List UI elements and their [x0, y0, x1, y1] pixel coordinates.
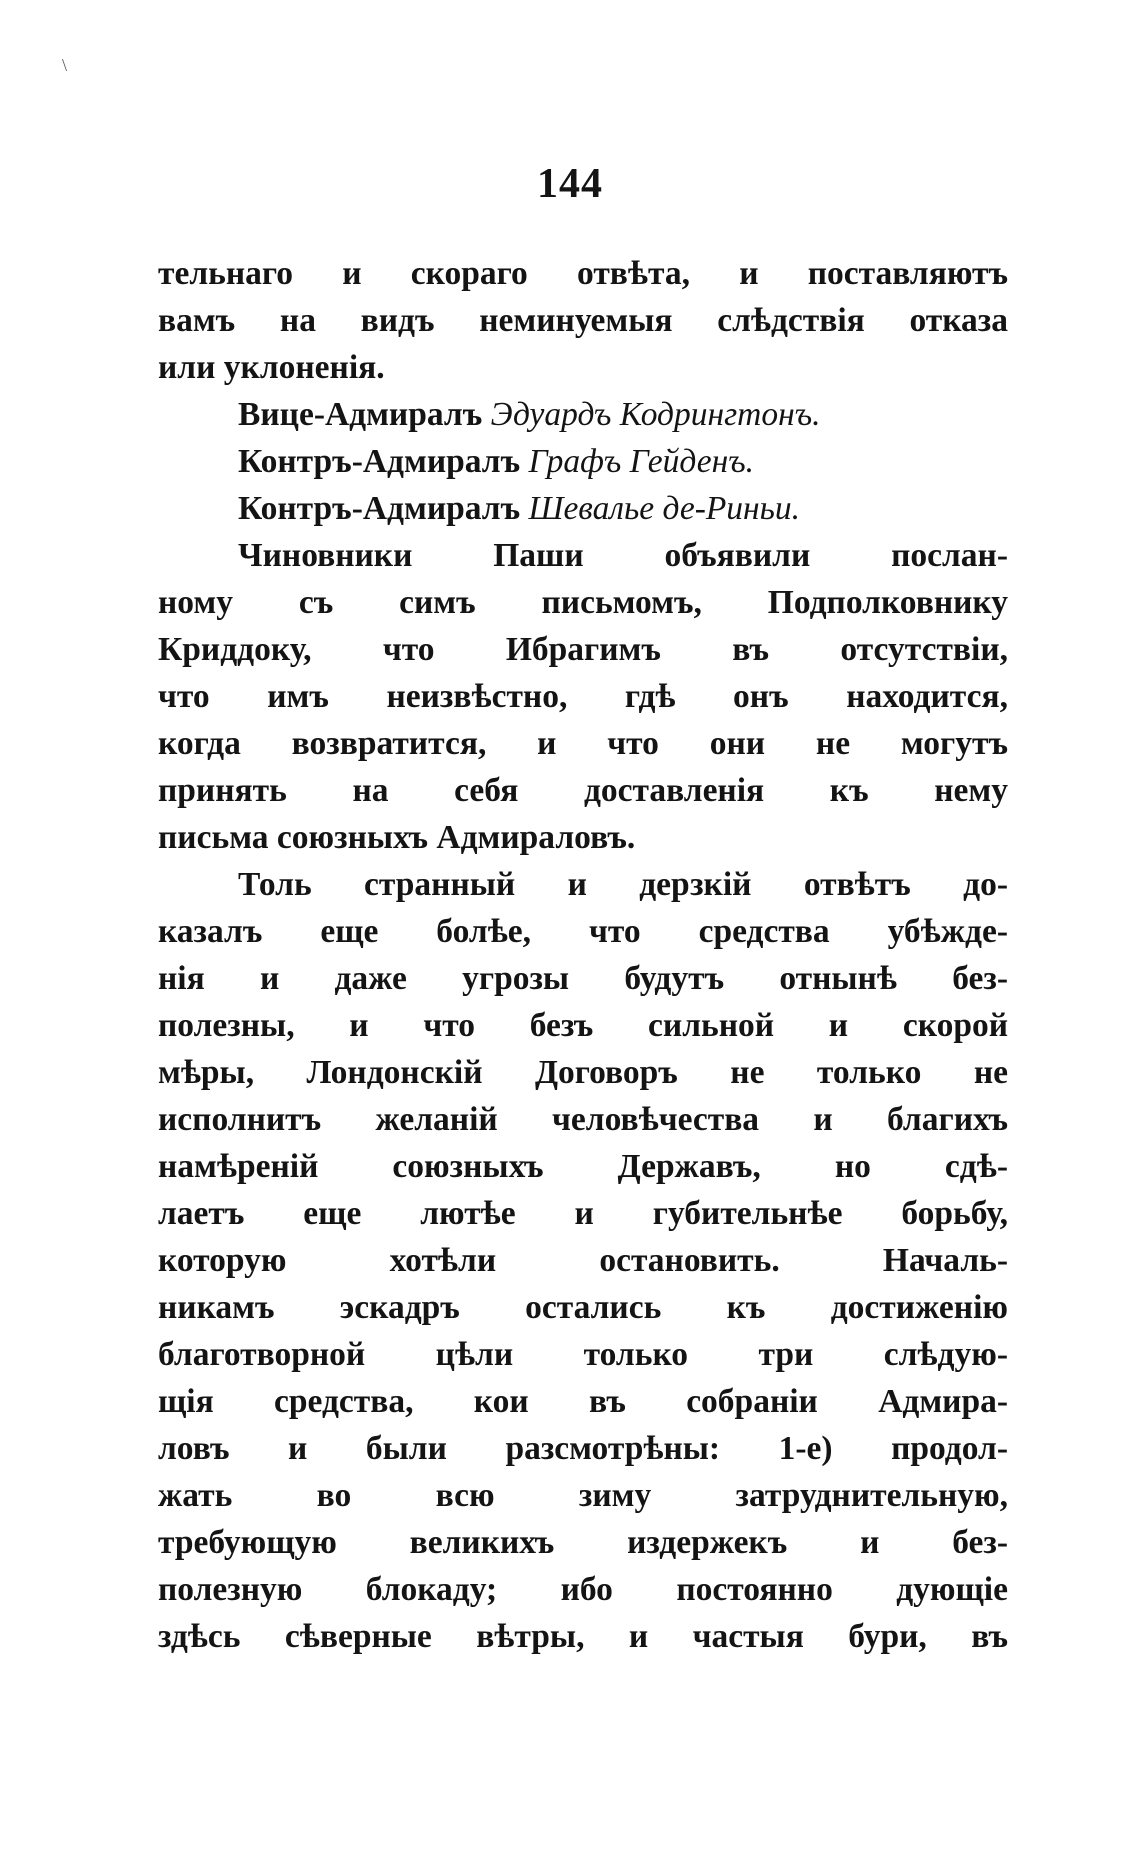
signature-title: Контръ-Адмиралъ: [238, 490, 521, 527]
text-line: вамъ на видъ неминуемыя слѣдствія отказа: [158, 302, 1008, 339]
text-line: жать во всю зиму затруднительную,: [158, 1477, 1008, 1514]
signature-heyden: [158, 438, 1008, 485]
text-line: ному съ симъ письмомъ, Подполковнику: [158, 584, 1008, 621]
text-line: никамъ эскадръ остались къ достиженію: [158, 1289, 1008, 1326]
margin-mark: \: [62, 55, 68, 75]
signature-name: Шевалье де-Риньи.: [528, 490, 801, 527]
signature-title: Контръ-Адмиралъ: [238, 443, 521, 480]
text-line: мѣры, Лондонскій Договоръ не только не: [158, 1054, 1008, 1091]
text-line: намѣреній союзныхъ Державъ, но сдѣ-: [158, 1148, 1008, 1185]
text-line: Толь странный и дерзкій отвѣтъ до-: [238, 866, 1008, 903]
text-line: Чиновники Паши объявили послан-: [238, 537, 1008, 574]
signature-rigny: [158, 485, 1008, 532]
text-line: исполнитъ желаній человѣчества и благихъ: [158, 1101, 1008, 1138]
text-line: полезны, и что безъ сильной и скорой: [158, 1007, 1008, 1044]
text-line: требующую великихъ издержекъ и без-: [158, 1524, 1008, 1561]
signature-title: Вице-Адмиралъ: [238, 396, 483, 433]
text-line: которую хотѣли остановить. Началь-: [158, 1242, 1008, 1279]
text-line: принять на себя доставленія къ нему: [158, 772, 1008, 809]
text-line: когда возвратится, и что они не могутъ: [158, 725, 1008, 762]
text-line: казалъ еще болѣе, что средства убѣжде-: [158, 913, 1008, 950]
text-line: или уклоненія.: [158, 349, 385, 386]
signature-codrington: [158, 391, 1008, 438]
page-number: 144: [537, 161, 603, 207]
text-line: Криддоку, что Ибрагимъ въ отсутствіи,: [158, 631, 1008, 668]
text-line: полезную блокаду; ибо постоянно дующіе: [158, 1571, 1008, 1608]
text-line: нія и даже угрозы будутъ отнынѣ без-: [158, 960, 1008, 997]
text-line: здѣсь сѣверные вѣтры, и частыя бури, въ: [158, 1618, 1008, 1655]
text-line: тельнаго и скораго отвѣта, и поставляютъ: [158, 255, 1008, 292]
text-line: лаетъ еще лютѣе и губительнѣе борьбу,: [158, 1195, 1008, 1232]
text-line: щія средства, кои въ собраніи Адмира-: [158, 1383, 1008, 1420]
text-line: ловъ и были разсмотрѣны: 1-е) продол-: [158, 1430, 1008, 1467]
text-line: благотворной цѣли только три слѣдую-: [158, 1336, 1008, 1373]
signature-name: Эдуардъ Кодрингтонъ.: [490, 396, 821, 433]
signature-name: Графъ Гейденъ.: [528, 443, 754, 480]
text-line: что имъ неизвѣстно, гдѣ онъ находится,: [158, 678, 1008, 715]
text-line: письма союзныхъ Адмираловъ.: [158, 819, 636, 856]
body-text: [158, 250, 1008, 1660]
